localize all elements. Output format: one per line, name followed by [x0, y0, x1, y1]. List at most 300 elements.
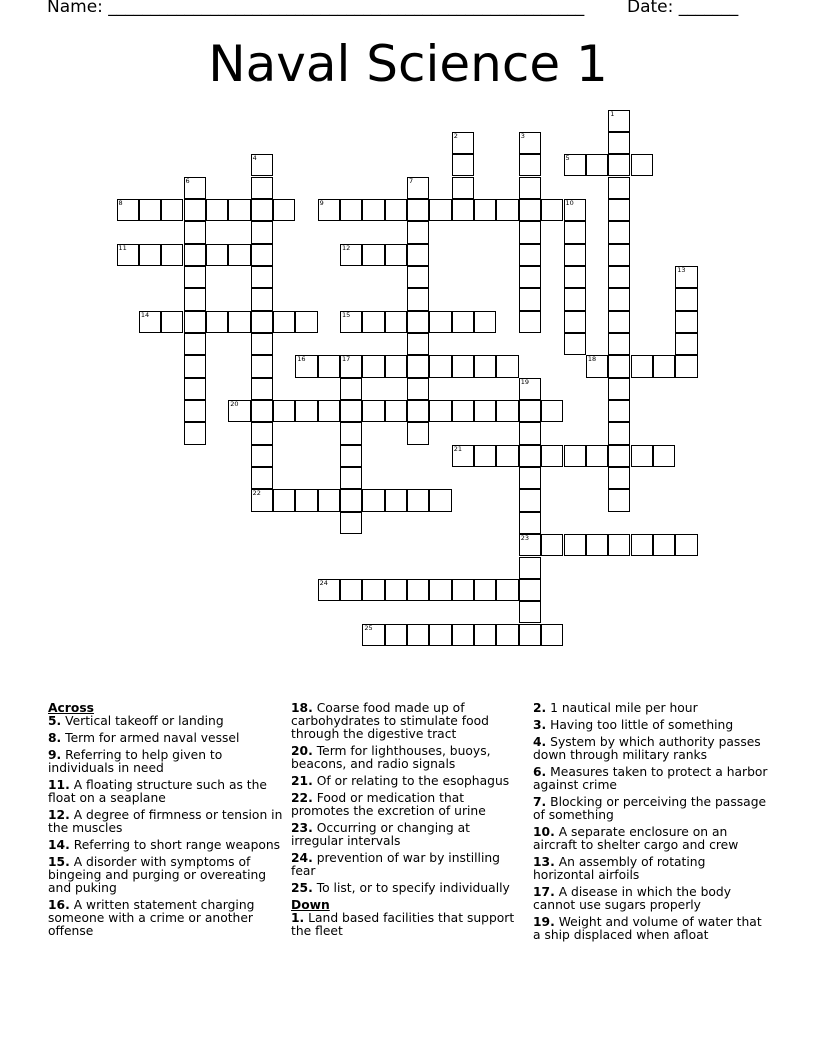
- crossword-cell[interactable]: [251, 177, 273, 199]
- crossword-cell[interactable]: [295, 355, 317, 377]
- crossword-cell[interactable]: [519, 489, 541, 511]
- clue-number-label: 9: [319, 198, 324, 207]
- clue-number: 23.: [291, 821, 313, 835]
- across-clue: [291, 702, 526, 741]
- clue-number: 11.: [48, 778, 70, 792]
- crossword-cell[interactable]: [519, 400, 541, 422]
- crossword-cell[interactable]: [608, 467, 630, 489]
- crossword-cell[interactable]: [206, 311, 228, 333]
- crossword-cell[interactable]: [519, 244, 541, 266]
- crossword-cell[interactable]: [519, 534, 541, 556]
- page-title: Naval Science 1: [208, 35, 608, 93]
- crossword-cell[interactable]: [608, 378, 630, 400]
- crossword-cell[interactable]: [519, 601, 541, 623]
- clue-number: 7.: [533, 795, 547, 809]
- crossword-cell[interactable]: [340, 489, 362, 511]
- crossword-cell[interactable]: [631, 445, 653, 467]
- clue-number-label: 13: [677, 265, 686, 274]
- crossword-cell[interactable]: [429, 311, 451, 333]
- crossword-cell[interactable]: [541, 199, 563, 221]
- crossword-cell[interactable]: [206, 244, 228, 266]
- clue-number: 15.: [48, 855, 70, 869]
- crossword-cell[interactable]: [340, 355, 362, 377]
- clue-text: Coarse food made up of carbohydrates to stimulate food through the digestive tract: [291, 701, 489, 741]
- crossword-cell[interactable]: [653, 355, 675, 377]
- crossword-cell[interactable]: [407, 355, 429, 377]
- clues-column-3: [533, 702, 768, 946]
- crossword-cell[interactable]: [519, 579, 541, 601]
- crossword-cell[interactable]: [608, 266, 630, 288]
- clue-number: 8.: [48, 731, 62, 745]
- crossword-cell[interactable]: [340, 199, 362, 221]
- clue-number-label: 14: [140, 310, 150, 319]
- across-clue: [48, 715, 283, 728]
- crossword-cell[interactable]: [340, 579, 362, 601]
- down-clue: [533, 736, 768, 762]
- crossword-cell[interactable]: [564, 221, 586, 243]
- crossword-cell[interactable]: [429, 624, 451, 646]
- across-clue: [291, 775, 526, 788]
- crossword-cell[interactable]: [407, 199, 429, 221]
- crossword-cell[interactable]: [340, 512, 362, 534]
- crossword-cell[interactable]: [564, 333, 586, 355]
- crossword-cell[interactable]: [385, 579, 407, 601]
- crossword-cell[interactable]: [452, 132, 474, 154]
- clue-text: Food or medication that promotes the excretion of urine: [291, 791, 486, 818]
- crossword-cell[interactable]: [429, 355, 451, 377]
- clue-number-label: 5: [565, 154, 570, 163]
- clue-number-label: 7: [409, 176, 414, 185]
- crossword-cell[interactable]: [452, 445, 474, 467]
- crossword-cell[interactable]: [251, 311, 273, 333]
- crossword-cell[interactable]: [452, 311, 474, 333]
- crossword-cell[interactable]: [631, 534, 653, 556]
- clue-number: 12.: [48, 808, 70, 822]
- clue-number: 5.: [48, 714, 62, 728]
- crossword-cell[interactable]: [519, 266, 541, 288]
- clue-text: System by which authority passes down through military ranks: [533, 735, 761, 762]
- crossword-cell[interactable]: [519, 467, 541, 489]
- clue-text: Blocking or perceiving the passage of something: [533, 795, 767, 822]
- crossword-cell[interactable]: [407, 624, 429, 646]
- crossword-cell[interactable]: [496, 624, 518, 646]
- clue-number: 22.: [291, 791, 313, 805]
- clue-text: Referring to help given to individuals in need: [48, 748, 223, 775]
- crossword-cell[interactable]: [139, 199, 161, 221]
- crossword-cell[interactable]: [541, 400, 563, 422]
- crossword-cell[interactable]: [184, 199, 206, 221]
- crossword-cell[interactable]: [117, 199, 139, 221]
- across-clue: [48, 856, 283, 895]
- crossword-cell[interactable]: [184, 221, 206, 243]
- clue-text: A disorder with symptoms of bingeing and purging or overeating and puking: [48, 855, 267, 895]
- crossword-cell[interactable]: [564, 266, 586, 288]
- crossword-cell[interactable]: [385, 199, 407, 221]
- crossword-cell[interactable]: [608, 422, 630, 444]
- crossword-cell[interactable]: [228, 400, 250, 422]
- clue-number-label: 3: [520, 131, 525, 140]
- crossword-cell[interactable]: [385, 355, 407, 377]
- name-blank[interactable]: ________________________________________________________: [108, 0, 585, 17]
- across-clue: [48, 779, 283, 805]
- crossword-cell[interactable]: [675, 288, 697, 310]
- crossword-cell[interactable]: [362, 355, 384, 377]
- crossword-cell[interactable]: [519, 199, 541, 221]
- crossword-cell[interactable]: [496, 400, 518, 422]
- crossword-cell[interactable]: [474, 579, 496, 601]
- crossword-cell[interactable]: [496, 445, 518, 467]
- crossword-cell[interactable]: [519, 445, 541, 467]
- clue-number-label: 1: [610, 109, 615, 118]
- crossword-cell[interactable]: [251, 489, 273, 511]
- crossword-cell[interactable]: [608, 311, 630, 333]
- crossword-cell[interactable]: [541, 445, 563, 467]
- crossword-cell[interactable]: [318, 355, 340, 377]
- crossword-cell[interactable]: [228, 199, 250, 221]
- crossword-cell[interactable]: [251, 467, 273, 489]
- name-label: Name:: [47, 0, 109, 17]
- crossword-cell[interactable]: [318, 199, 340, 221]
- across-clue: [291, 882, 526, 895]
- across-clue: [291, 792, 526, 818]
- clue-number: 21.: [291, 774, 313, 788]
- crossword-cell[interactable]: [653, 534, 675, 556]
- down-clue: [533, 796, 768, 822]
- crossword-cell[interactable]: [586, 355, 608, 377]
- down-clue: [533, 766, 768, 792]
- clue-number-label: 24: [319, 578, 328, 587]
- crossword-cell[interactable]: [608, 400, 630, 422]
- clue-number-label: 12: [342, 243, 351, 252]
- crossword-cell[interactable]: [675, 311, 697, 333]
- crossword-cell[interactable]: [474, 400, 496, 422]
- crossword-cell[interactable]: [474, 445, 496, 467]
- clues-column-1: [48, 702, 283, 942]
- crossword-cell[interactable]: [251, 221, 273, 243]
- crossword-cell[interactable]: [541, 534, 563, 556]
- crossword-cell[interactable]: [139, 311, 161, 333]
- crossword-cell[interactable]: [452, 579, 474, 601]
- clue-number-label: 21: [453, 444, 463, 453]
- clue-text: 1 nautical mile per hour: [546, 701, 698, 715]
- crossword-cell[interactable]: [474, 199, 496, 221]
- clue-text: To list, or to specify individually: [312, 881, 510, 895]
- clue-number: 6.: [533, 765, 547, 779]
- crossword-cell[interactable]: [564, 311, 586, 333]
- crossword-cell[interactable]: [385, 311, 407, 333]
- crossword-cell[interactable]: [407, 400, 429, 422]
- crossword-cell[interactable]: [496, 355, 518, 377]
- crossword-cell[interactable]: [340, 378, 362, 400]
- crossword-cell[interactable]: [295, 489, 317, 511]
- crossword-cell[interactable]: [541, 624, 563, 646]
- crossword-cell[interactable]: [251, 266, 273, 288]
- clue-number: 10.: [533, 825, 555, 839]
- crossword-cell[interactable]: [251, 154, 273, 176]
- crossword-cell[interactable]: [295, 311, 317, 333]
- crossword-cell[interactable]: [519, 177, 541, 199]
- crossword-cell[interactable]: [586, 154, 608, 176]
- clue-number-label: 22: [252, 489, 261, 498]
- clue-number: 1.: [291, 911, 305, 925]
- clue-text: Term for armed naval vessel: [61, 731, 240, 745]
- crossword-cell[interactable]: [608, 288, 630, 310]
- across-heading: Across: [48, 701, 94, 715]
- crossword-cell[interactable]: [318, 579, 340, 601]
- crossword-cell[interactable]: [519, 288, 541, 310]
- crossword-cell[interactable]: [273, 311, 295, 333]
- down-clue: [533, 826, 768, 852]
- crossword-cell[interactable]: [184, 422, 206, 444]
- crossword-cell[interactable]: [608, 244, 630, 266]
- crossword-cell[interactable]: [385, 400, 407, 422]
- clue-number-label: 6: [185, 176, 190, 185]
- clue-number-label: 17: [342, 355, 351, 364]
- across-clue: [48, 839, 283, 852]
- crossword-cell[interactable]: [407, 333, 429, 355]
- clue-number-label: 11: [118, 243, 127, 252]
- crossword-cell[interactable]: [184, 311, 206, 333]
- crossword-cell[interactable]: [273, 489, 295, 511]
- clue-number-label: 4: [252, 154, 257, 163]
- crossword-cell[interactable]: [161, 311, 183, 333]
- crossword-cell[interactable]: [429, 489, 451, 511]
- crossword-cell[interactable]: [429, 579, 451, 601]
- clue-number: 20.: [291, 744, 313, 758]
- crossword-cell[interactable]: [608, 221, 630, 243]
- across-clue: [291, 822, 526, 848]
- crossword-cell[interactable]: [429, 400, 451, 422]
- clue-number-label: 10: [565, 198, 574, 207]
- crossword-cell[interactable]: [564, 288, 586, 310]
- crossword-cell[interactable]: [251, 422, 273, 444]
- crossword-cell[interactable]: [273, 199, 295, 221]
- down-clue: [533, 856, 768, 882]
- clue-text: An assembly of rotating horizontal airfoils: [533, 855, 706, 882]
- crossword-cell[interactable]: [519, 624, 541, 646]
- crossword-cell[interactable]: [519, 557, 541, 579]
- crossword-cell[interactable]: [675, 534, 697, 556]
- across-clue: [48, 809, 283, 835]
- crossword-cell[interactable]: [429, 199, 451, 221]
- crossword-cell[interactable]: [452, 400, 474, 422]
- crossword-cell[interactable]: [407, 221, 429, 243]
- crossword-cell[interactable]: [564, 199, 586, 221]
- clue-number-label: 25: [364, 623, 373, 632]
- crossword-cell[interactable]: [519, 221, 541, 243]
- clue-number-label: 2: [453, 131, 458, 140]
- crossword-cell[interactable]: [407, 579, 429, 601]
- clues-column-2: [291, 702, 526, 942]
- crossword-cell[interactable]: [519, 154, 541, 176]
- clue-number: 4.: [533, 735, 547, 749]
- crossword-cell[interactable]: [340, 445, 362, 467]
- crossword-cell[interactable]: [340, 400, 362, 422]
- crossword-cell[interactable]: [184, 378, 206, 400]
- down-clue: [533, 719, 768, 732]
- crossword-cell[interactable]: [385, 624, 407, 646]
- crossword-cell[interactable]: [496, 199, 518, 221]
- clue-number: 17.: [533, 885, 555, 899]
- crossword-cell[interactable]: [362, 624, 384, 646]
- crossword-cell[interactable]: [608, 199, 630, 221]
- crossword-cell[interactable]: [474, 355, 496, 377]
- crossword-cell[interactable]: [251, 333, 273, 355]
- crossword-cell[interactable]: [184, 355, 206, 377]
- clue-text: Referring to short range weapons: [69, 838, 281, 852]
- crossword-cell[interactable]: [653, 445, 675, 467]
- crossword-cell[interactable]: [608, 132, 630, 154]
- down-clue: [291, 912, 526, 938]
- clue-text: prevention of war by instilling fear: [291, 851, 500, 878]
- clue-number: 19.: [533, 915, 555, 929]
- crossword-cell[interactable]: [452, 355, 474, 377]
- crossword-cell[interactable]: [273, 400, 295, 422]
- down-clue: [533, 886, 768, 912]
- crossword-cell[interactable]: [608, 333, 630, 355]
- crossword-cell[interactable]: [407, 422, 429, 444]
- crossword-cell[interactable]: [675, 333, 697, 355]
- crossword-cell[interactable]: [564, 445, 586, 467]
- crossword-cell[interactable]: [407, 177, 429, 199]
- crossword-cell[interactable]: [117, 244, 139, 266]
- crossword-cell[interactable]: [496, 579, 518, 601]
- crossword-cell[interactable]: [631, 355, 653, 377]
- crossword-cell[interactable]: [385, 489, 407, 511]
- crossword-cell[interactable]: [564, 534, 586, 556]
- crossword-cell[interactable]: [474, 624, 496, 646]
- crossword-cell[interactable]: [251, 378, 273, 400]
- crossword-cell[interactable]: [139, 244, 161, 266]
- crossword-cell[interactable]: [519, 378, 541, 400]
- crossword-cell[interactable]: [608, 355, 630, 377]
- clue-number-label: 16: [297, 355, 306, 364]
- crossword-cell[interactable]: [519, 512, 541, 534]
- crossword-cell[interactable]: [184, 400, 206, 422]
- clue-number-label: 18: [587, 355, 597, 364]
- clue-text: Occurring or changing at irregular intervals: [291, 821, 470, 848]
- crossword-cell[interactable]: [407, 244, 429, 266]
- across-clue: [291, 745, 526, 771]
- clue-number: 9.: [48, 748, 62, 762]
- clue-number-label: 19: [520, 377, 530, 386]
- crossword-cell[interactable]: [362, 244, 384, 266]
- crossword-cell[interactable]: [564, 244, 586, 266]
- date-blank[interactable]: _______: [678, 0, 739, 17]
- crossword-cell[interactable]: [251, 288, 273, 310]
- crossword-cell[interactable]: [608, 177, 630, 199]
- crossword-cell[interactable]: [675, 266, 697, 288]
- crossword-cell[interactable]: [184, 177, 206, 199]
- crossword-cell[interactable]: [184, 288, 206, 310]
- crossword-cell[interactable]: [184, 333, 206, 355]
- clue-text: Having too little of something: [546, 718, 734, 732]
- crossword-cell[interactable]: [228, 311, 250, 333]
- crossword-cell[interactable]: [608, 445, 630, 467]
- crossword-cell[interactable]: [608, 489, 630, 511]
- crossword-cell[interactable]: [228, 244, 250, 266]
- crossword-cell[interactable]: [206, 199, 228, 221]
- crossword-cell[interactable]: [340, 244, 362, 266]
- crossword-cell[interactable]: [362, 489, 384, 511]
- crossword-cell[interactable]: [251, 355, 273, 377]
- crossword-cell[interactable]: [407, 489, 429, 511]
- clue-text: A degree of firmness or tension in the muscles: [48, 808, 283, 835]
- crossword-cell[interactable]: [586, 534, 608, 556]
- down-clue: [533, 916, 768, 942]
- crossword-cell[interactable]: [452, 177, 474, 199]
- crossword-cell[interactable]: [251, 400, 273, 422]
- crossword-cell[interactable]: [407, 311, 429, 333]
- crossword-cell[interactable]: [608, 154, 630, 176]
- crossword-cell[interactable]: [362, 400, 384, 422]
- clue-number-label: 23: [520, 534, 530, 543]
- clue-text: A disease in which the body cannot use sugars properly: [533, 885, 731, 912]
- crossword-cell[interactable]: [407, 266, 429, 288]
- clue-number: 18.: [291, 701, 313, 715]
- crossword-cell[interactable]: [407, 378, 429, 400]
- clue-number: 16.: [48, 898, 70, 912]
- crossword-cell[interactable]: [519, 132, 541, 154]
- crossword-cell[interactable]: [184, 266, 206, 288]
- crossword-cell[interactable]: [295, 400, 317, 422]
- crossword-cell[interactable]: [362, 311, 384, 333]
- across-clue: [48, 899, 283, 938]
- clue-text: A written statement charging someone with a crime or another offense: [48, 898, 255, 938]
- crossword-cell[interactable]: [564, 154, 586, 176]
- crossword-cell[interactable]: [318, 400, 340, 422]
- clue-text: Of or relating to the esophagus: [312, 774, 510, 788]
- crossword-cell[interactable]: [631, 154, 653, 176]
- clue-number-label: 15: [342, 310, 351, 319]
- crossword-cell[interactable]: [340, 467, 362, 489]
- crossword-cell[interactable]: [251, 199, 273, 221]
- crossword-cell[interactable]: [251, 445, 273, 467]
- clue-number-label: 8: [118, 198, 123, 207]
- crossword-cell[interactable]: [340, 311, 362, 333]
- crossword-cell[interactable]: [318, 489, 340, 511]
- crossword-cell[interactable]: [362, 199, 384, 221]
- crossword-cell[interactable]: [161, 244, 183, 266]
- crossword-cell[interactable]: [608, 534, 630, 556]
- clue-number: 24.: [291, 851, 313, 865]
- crossword-cell[interactable]: [340, 422, 362, 444]
- clue-text: A floating structure such as the float on a seaplane: [48, 778, 267, 805]
- crossword-cell[interactable]: [407, 288, 429, 310]
- crossword-cell[interactable]: [519, 422, 541, 444]
- across-clue: [291, 852, 526, 878]
- crossword-cell[interactable]: [474, 311, 496, 333]
- crossword-cell[interactable]: [385, 244, 407, 266]
- crossword-cell[interactable]: [184, 244, 206, 266]
- clue-number: 25.: [291, 881, 313, 895]
- crossword-cell[interactable]: [452, 154, 474, 176]
- clue-text: Vertical takeoff or landing: [61, 714, 224, 728]
- across-clue: [48, 749, 283, 775]
- clue-text: A separate enclosure on an aircraft to shelter cargo and crew: [533, 825, 739, 852]
- crossword-cell[interactable]: [452, 199, 474, 221]
- crossword-cell[interactable]: [452, 624, 474, 646]
- crossword-cell[interactable]: [161, 199, 183, 221]
- crossword-cell[interactable]: [675, 355, 697, 377]
- crossword-cell[interactable]: [608, 110, 630, 132]
- crossword-cell[interactable]: [586, 445, 608, 467]
- crossword-cell[interactable]: [519, 311, 541, 333]
- crossword-cell[interactable]: [251, 244, 273, 266]
- crossword-cell[interactable]: [362, 579, 384, 601]
- clue-text: Measures taken to protect a harbor against crime: [533, 765, 768, 792]
- clue-number-label: 20: [230, 400, 239, 409]
